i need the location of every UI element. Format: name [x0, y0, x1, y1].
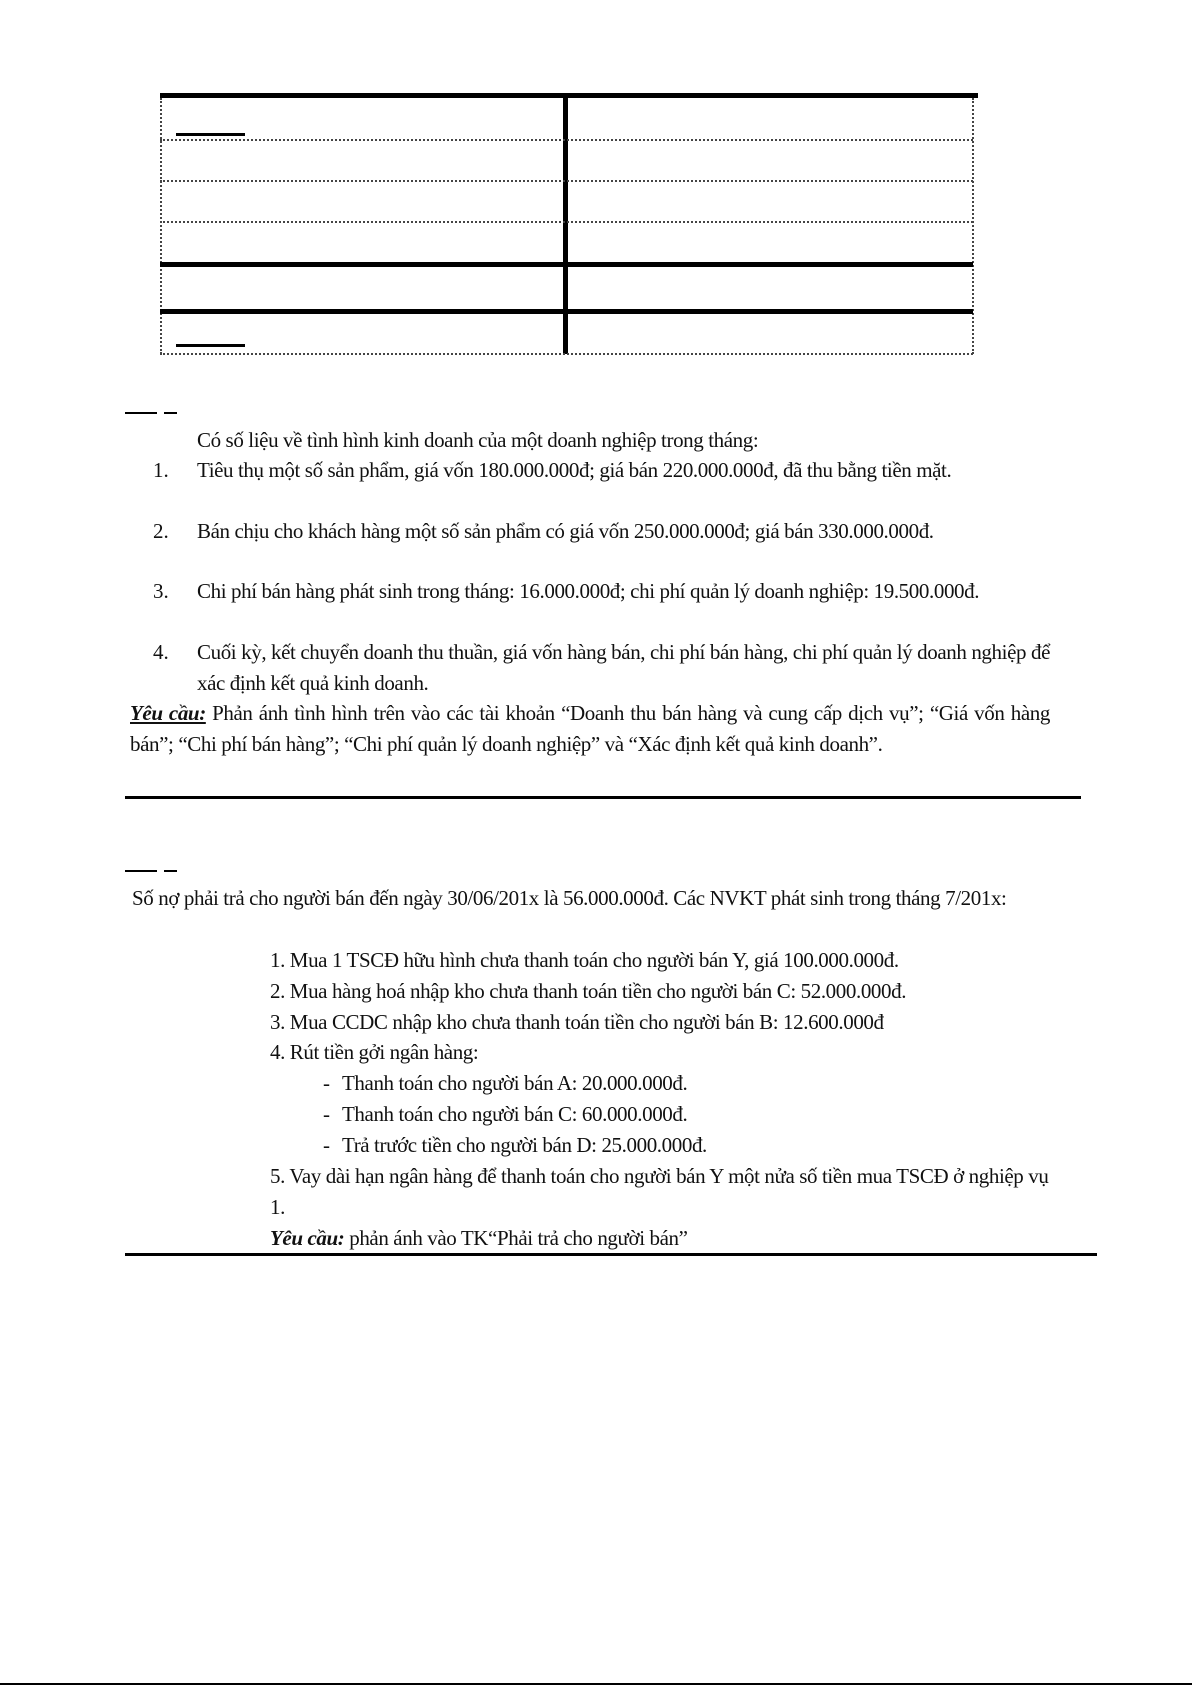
heading-dash	[164, 870, 177, 872]
table-thick-row-line	[160, 262, 973, 267]
table-row-line	[160, 221, 973, 223]
table-left-border	[160, 98, 162, 354]
section-divider	[125, 1253, 1097, 1256]
exercise-1-intro: Có số liệu về tình hình kinh doanh của một doanh nghiệp trong tháng:	[197, 428, 759, 452]
exercise-1-item: Tiêu thụ một số sản phẩm, giá vốn 180.000.000đ; giá bán 220.000.000đ, đã thu bằng tiền mặt.	[197, 458, 952, 482]
exercise-2-item: 4. Rút tiền gởi ngân hàng:	[270, 1040, 479, 1064]
exercise-2-subitem: Thanh toán cho người bán A: 20.000.000đ.	[342, 1071, 688, 1095]
exercise-2-item-5: 5. Vay dài hạn ngân hàng để thanh toán cho người bán Y một nửa số tiền mua TSCĐ ở nghiệp vụ 1.	[270, 1164, 1049, 1219]
section-divider	[125, 796, 1081, 799]
exercise-2-item: 2. Mua hàng hoá nhập kho chưa thanh toán tiền cho người bán C: 52.000.000đ.	[270, 979, 907, 1003]
item-number: 1.	[153, 458, 169, 482]
exercise-2-item: 3. Mua CCDC nhập kho chưa thanh toán tiền cho người bán B: 12.600.000đ	[270, 1010, 884, 1034]
heading-dash	[125, 412, 157, 414]
exercise-1-requirement	[130, 698, 1050, 760]
item-number: 2.	[153, 519, 169, 543]
exercise-2-subitem: Trả trước tiền cho người bán D: 25.000.000đ.	[342, 1133, 707, 1157]
item-number: 4.	[153, 640, 169, 664]
heading-dash	[125, 870, 157, 872]
table-top-border	[160, 93, 978, 98]
item-number: 3.	[153, 579, 169, 603]
requirement-text: phản ánh vào TK“Phải trả cho người bán”	[344, 1226, 688, 1250]
requirement-label: Yêu cầu:	[270, 1226, 345, 1250]
table-row-line	[160, 139, 973, 141]
table-column-divider	[563, 93, 568, 354]
bullet-dash: -	[323, 1071, 330, 1095]
table-bottom-border	[160, 353, 973, 355]
heading-dash	[164, 412, 177, 414]
table-right-border	[972, 98, 974, 354]
bullet-dash: -	[323, 1102, 330, 1126]
exercise-2-item: 1. Mua 1 TSCĐ hữu hình chưa thanh toán cho người bán Y, giá 100.000.000đ.	[270, 948, 899, 972]
exercise-2-requirement	[270, 1223, 1070, 1254]
table-underline-mark	[176, 133, 245, 136]
exercise-1-item: Bán chịu cho khách hàng một số sản phẩm có giá vốn 250.000.000đ; giá bán 330.000.000đ.	[197, 519, 934, 543]
exercise-2-intro: Số nợ phải trả cho người bán đến ngày 30/06/201x là 56.000.000đ. Các NVKT phát sinh trong tháng 7/201x:	[132, 886, 1007, 910]
table-thick-row-line	[160, 309, 973, 314]
exercise-2-subitem: Thanh toán cho người bán C: 60.000.000đ.	[342, 1102, 688, 1126]
bullet-dash: -	[323, 1133, 330, 1157]
exercise-1-item: Chi phí bán hàng phát sinh trong tháng: 16.000.000đ; chi phí quản lý doanh nghiệp: 19.500.000đ.	[197, 579, 980, 603]
requirement-label: Yêu cầu:	[130, 701, 206, 725]
table-row-line	[160, 180, 973, 182]
exercise-1-item: Cuối kỳ, kết chuyển doanh thu thuần, giá vốn hàng bán, chi phí bán hàng, chi phí quản lý doanh nghiệp để xác định kết quả kinh doanh.	[197, 640, 1050, 695]
table-underline-mark	[176, 344, 245, 347]
requirement-text: Phản ánh tình hình trên vào các tài khoản “Doanh thu bán hàng và cung cấp dịch vụ”; “Giá vốn hàng bán”; “Chi phí bán hàng”; “Chi phí quản lý doanh nghiệp” và “Xác định kết quả kinh doanh”.	[130, 701, 1050, 756]
